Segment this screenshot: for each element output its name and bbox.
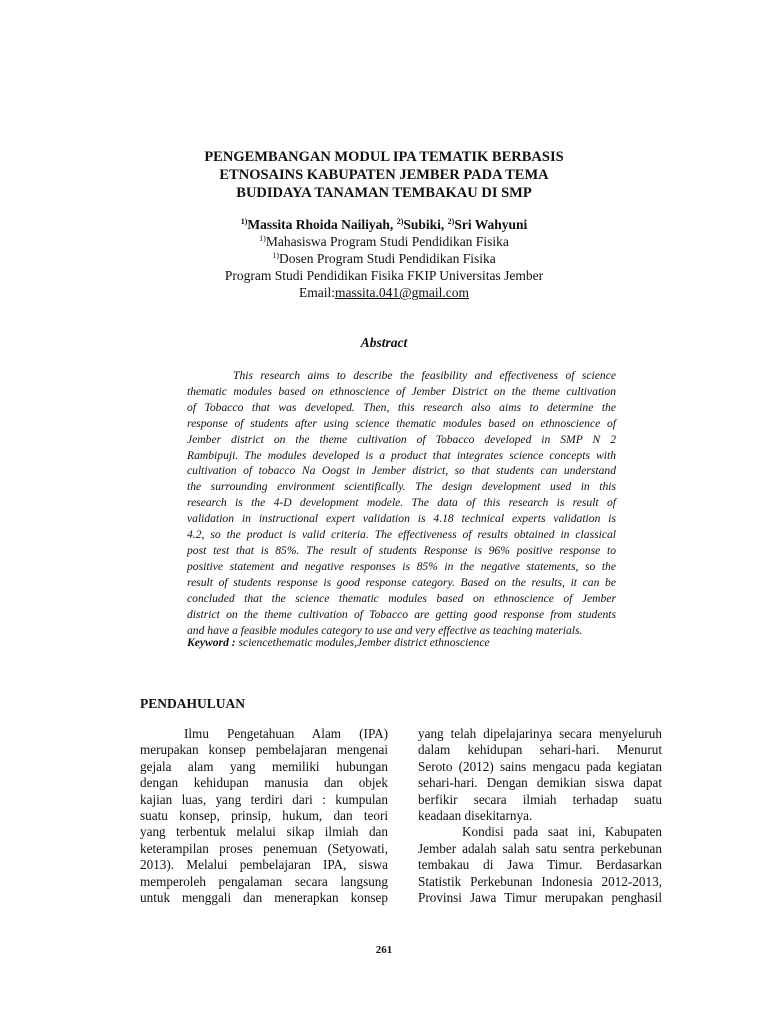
right-column xyxy=(418,726,662,906)
body-line: yang terbentuk melalui sikap ilmiah dan xyxy=(140,824,388,840)
left-column xyxy=(140,726,388,906)
body-line: Statistik Perkebunan Indonesia 2012-2013, xyxy=(418,873,662,889)
author-mark: 2) xyxy=(396,217,404,226)
abstract-line: post test that is 85%. The result of students Response is 96% positive response to xyxy=(187,543,616,557)
author-block xyxy=(150,216,618,301)
author-mark: 1) xyxy=(240,217,248,226)
body-line: suatu konsep, prinsip, hukum, dan teori xyxy=(140,808,388,824)
body-line: dengan kehidupan manusia dan objek xyxy=(140,775,388,791)
abstract-line: response of students after using science thematic modules based on ethnoscience of xyxy=(187,416,616,430)
affiliation-text: Mahasiswa Program Studi Pendidikan Fisika xyxy=(265,234,509,249)
affiliation-mark: 1) xyxy=(272,251,279,260)
title-line: BUDIDAYA TANAMAN TEMBAKAU DI SMP xyxy=(236,185,532,201)
abstract-line: This research aims to describe the feasibility and effectiveness of science xyxy=(233,369,616,382)
body-line: Ilmu Pengetahuan Alam (IPA) xyxy=(184,726,388,741)
abstract-line: result of students response is good response category. Based on the results, it can be xyxy=(187,575,616,589)
affiliation-program: Program Studi Pendidikan Fisika FKIP Universitas Jember xyxy=(224,268,544,283)
page-number: 261 xyxy=(375,944,393,956)
author-mark: 2) xyxy=(447,217,455,226)
affiliation-mark: 1) xyxy=(259,234,266,243)
body-line: gejala alam yang memiliki hubungan xyxy=(140,758,388,774)
body-line: dalam kehidupan sehari-hari. Menurut xyxy=(418,742,662,758)
abstract-line: the surrounding environment scientifically. The design development used in this xyxy=(187,480,616,494)
author-names xyxy=(150,216,618,233)
keyword-list: sciencethematic modules,Jember district ethnoscience xyxy=(238,636,490,649)
body-line: untuk menggali dan menerapkan konsep xyxy=(140,890,388,906)
abstract-body xyxy=(187,368,616,638)
abstract-line: 4.2, so the product is valid criteria. The effectiveness of results obtained in classical xyxy=(187,528,616,542)
body-line: Jember adalah salah satu sentra perkebunan xyxy=(418,840,662,856)
abstract-line: cultivation of tobacco Na Oogst in Jember district, so that students can understand xyxy=(187,464,616,478)
abstract-line: validation in instructional expert validation is 4.18 technical experts validation is xyxy=(187,512,616,526)
abstract-line: Rambipuji. The modules developed is a product that integrates science concepts with xyxy=(187,448,616,462)
abstract-line: and have a feasible modules category to use and very effective as teaching materials. xyxy=(187,623,583,637)
title-line: PENGEMBANGAN MODUL IPA TEMATIK BERBASIS xyxy=(204,149,564,165)
author-name: Subiki, xyxy=(403,217,448,232)
abstract-line: positive statement and negative responses is 85% in the negative statements, so the xyxy=(187,559,616,573)
keyword-label: Keyword : xyxy=(187,636,239,649)
abstract-line: concluded that the science thematic modules based on ethnoscience of Jember xyxy=(187,591,616,605)
abstract-line: Jember district on the theme cultivation of Tobacco developed in SMP N 2 xyxy=(187,432,616,446)
affiliation-student xyxy=(150,233,618,250)
paper-title xyxy=(150,148,618,202)
abstract-line: research is the 4-D development modele. The data of this research is result of xyxy=(187,496,616,510)
email-label: Email: xyxy=(299,285,336,300)
body-line: tembakau di Jawa Timur. Berdasarkan xyxy=(418,857,662,873)
body-line: berfikir secara ilmiah terhadap suatu xyxy=(418,791,662,807)
email-link[interactable]: massita.041@gmail.com xyxy=(335,285,469,300)
section-heading: PENDAHULUAN xyxy=(140,696,246,711)
abstract-line: thematic modules based on ethnoscience of Jember District on the theme cultivation xyxy=(187,384,616,398)
body-line: yang telah dipelajarinya secara menyeluruh xyxy=(418,726,662,741)
body-line: Kondisi pada saat ini, Kabupaten xyxy=(462,824,662,840)
abstract-line: of Tobacco that was developed. Then, this research also aims to determine the xyxy=(187,400,616,414)
title-line: ETNOSAINS KABUPATEN JEMBER PADA TEMA xyxy=(219,167,549,183)
body-line: 2013). Melalui pembelajaran IPA, siswa xyxy=(140,857,388,873)
abstract-heading: Abstract xyxy=(360,335,408,350)
body-line: Seroto (2012) sains mengacu pada kegiatan xyxy=(418,758,662,774)
body-line: keterampilan proses penemuan (Setyowati, xyxy=(140,840,388,856)
body-line: Provinsi Jawa Timur merupakan penghasil xyxy=(418,890,662,906)
author-name: Massita Rhoida Nailiyah, xyxy=(247,217,397,232)
body-line: merupakan konsep pembelajaran mengenai xyxy=(140,742,388,758)
author-name: Sri Wahyuni xyxy=(454,217,528,232)
body-line: memperoleh pengalaman secara langsung xyxy=(140,873,388,889)
author-email xyxy=(150,284,618,301)
body-line: keadaan disekitarnya. xyxy=(418,808,533,824)
affiliation-text: Dosen Program Studi Pendidikan Fisika xyxy=(278,251,496,266)
body-line: kajian luas, yang terdiri dari : kumpulan xyxy=(140,791,388,807)
keywords xyxy=(187,636,490,649)
body-line: sehari-hari. Dengan demikian siswa dapat xyxy=(418,775,662,791)
abstract-line: district on the theme cultivation of Tobacco are getting good response from students xyxy=(187,607,616,621)
affiliation-lecturer xyxy=(150,250,618,267)
